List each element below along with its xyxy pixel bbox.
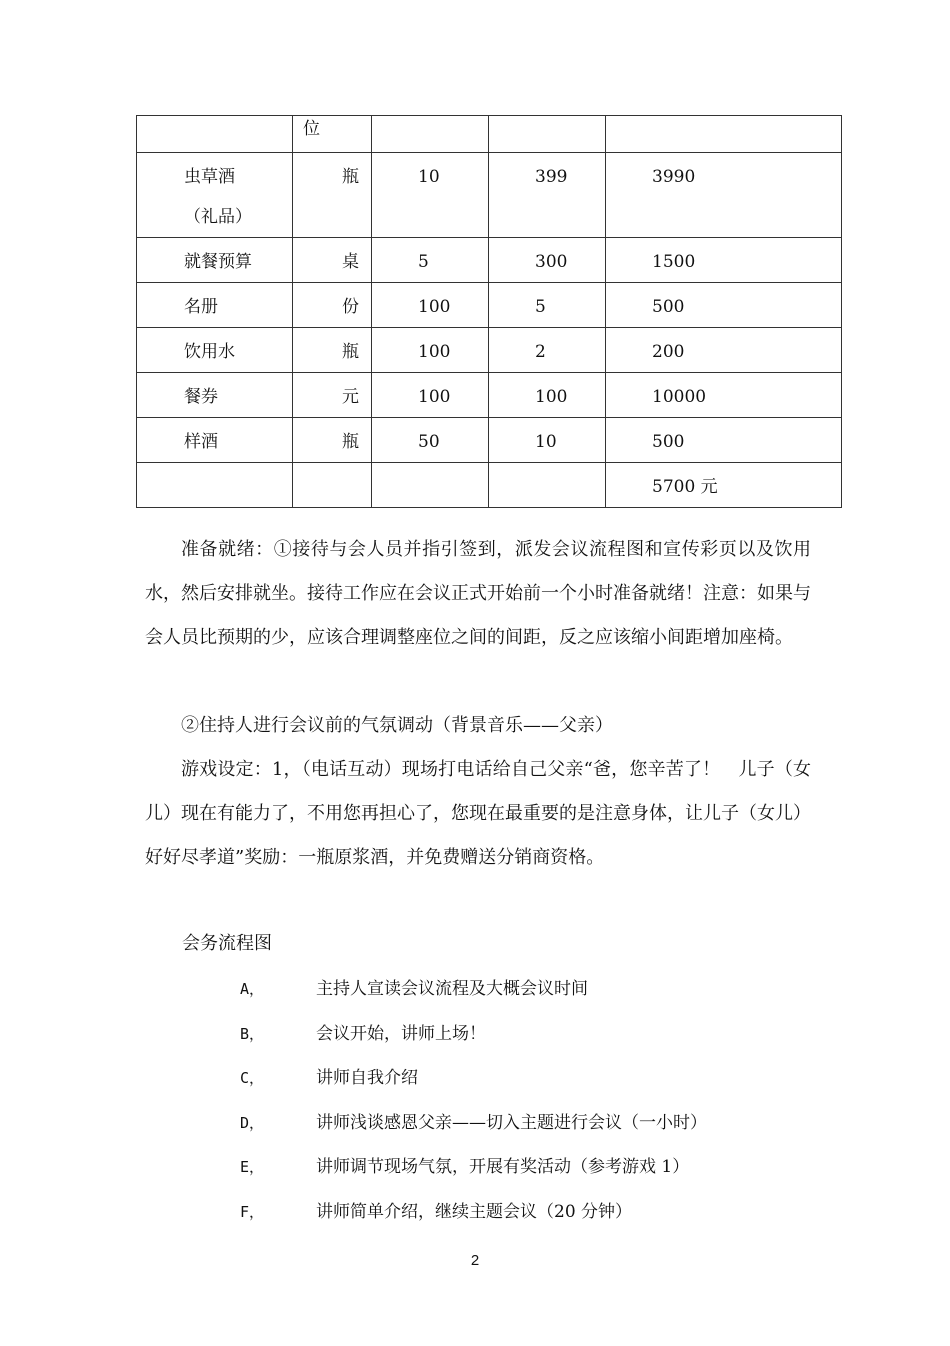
host-paragraph: ②住持人进行会议前的气氛调动（背景音乐——父亲） [181,715,613,736]
table-row-sum [137,463,842,508]
list-item [240,974,707,1019]
quantity-cell: 100 [372,283,489,328]
unit-cell: 瓶 [293,418,372,463]
table-cell [137,116,293,153]
total-cell: 3990 [606,153,842,238]
flow-text: 会议开始，讲师上场！ [316,1023,486,1044]
flow-text: 讲师浅谈感恩父亲——切入主题进行会议（一小时） [316,1112,707,1133]
quantity-cell: 10 [372,153,489,238]
total-cell: 500 [606,283,842,328]
table-row [137,116,842,153]
unit-cell: 桌 [293,238,372,283]
total-cell: 1500 [606,238,842,283]
table-cell [372,463,489,508]
page-number: 2 [470,1252,480,1269]
flow-letter: C， [240,1069,265,1088]
price-cell: 10 [489,418,606,463]
flow-letter: B， [240,1024,265,1043]
list-item [240,1108,707,1153]
item-cell: 饮用水 [137,328,293,373]
item-cell: 虫草酒（礼品） [137,153,293,238]
table-cell [606,116,842,153]
list-item [240,1152,707,1197]
flow-letter: F， [240,1202,265,1221]
quantity-cell: 100 [372,328,489,373]
flow-letter: A， [240,980,265,998]
unit-cell: 元 [293,373,372,418]
price-cell: 2 [489,328,606,373]
flow-text: 讲师调节现场气氛，开展有奖活动（参考游戏 1） [316,1157,690,1178]
unit-header-tail: 位 [293,116,372,153]
game-paragraph: 游戏设定：1，（电话互动）现场打电话给自己父亲“爸，您辛苦了！ 儿子（女儿）现在有能力了，不用您再担心了，您现在最重要的是注意身体，让儿子（女儿）好好尽孝道”奖励：一瓶原浆酒，并免费赠送分销商资格。 [145,759,811,868]
price-cell: 100 [489,373,606,418]
table-cell [489,116,606,153]
flow-text: 讲师简单介绍，继续主题会议（20 分钟） [316,1201,633,1222]
table-row [137,283,842,328]
table-cell [489,463,606,508]
price-cell: 399 [489,153,606,238]
total-cell: 500 [606,418,842,463]
item-cell: 餐券 [137,373,293,418]
table-row [137,328,842,373]
sum-total-cell: 5700 元 [606,463,842,508]
table-cell [137,463,293,508]
list-item [240,1019,707,1064]
flow-letter: E， [240,1158,265,1177]
total-cell: 200 [606,328,842,373]
table-cell [293,463,372,508]
budget-table [136,115,842,508]
unit-cell: 瓶 [293,328,372,373]
prep-paragraph: 准备就绪：①接待与会人员并指引签到，派发会议流程图和宣传彩页以及饮用水，然后安排就坐。接待工作应在会议正式开始前一个小时准备就绪！注意：如果与会人员比预期的少，应该合理调整座位之间的间距，反之应该缩小间距增加座椅。 [145,539,811,648]
item-cell: 样酒 [137,418,293,463]
flow-text: 主持人宣读会议流程及大概会议时间 [316,979,588,999]
flow-text: 讲师自我介绍 [316,1068,418,1089]
item-cell: 就餐预算 [137,238,293,283]
quantity-cell: 50 [372,418,489,463]
total-cell: 10000 [606,373,842,418]
price-cell: 5 [489,283,606,328]
list-item [240,1197,707,1242]
table-row [137,418,842,463]
table-cell [372,116,489,153]
table-row [137,373,842,418]
unit-cell: 份 [293,283,372,328]
table-row [137,238,842,283]
flow-list [240,974,707,1242]
quantity-cell: 100 [372,373,489,418]
price-cell: 300 [489,238,606,283]
quantity-cell: 5 [372,238,489,283]
table-row [137,153,842,238]
list-item [240,1063,707,1108]
flow-letter: D， [240,1113,265,1132]
flow-heading: 会务流程图 [182,933,272,954]
unit-cell: 瓶 [293,153,372,238]
item-cell: 名册 [137,283,293,328]
